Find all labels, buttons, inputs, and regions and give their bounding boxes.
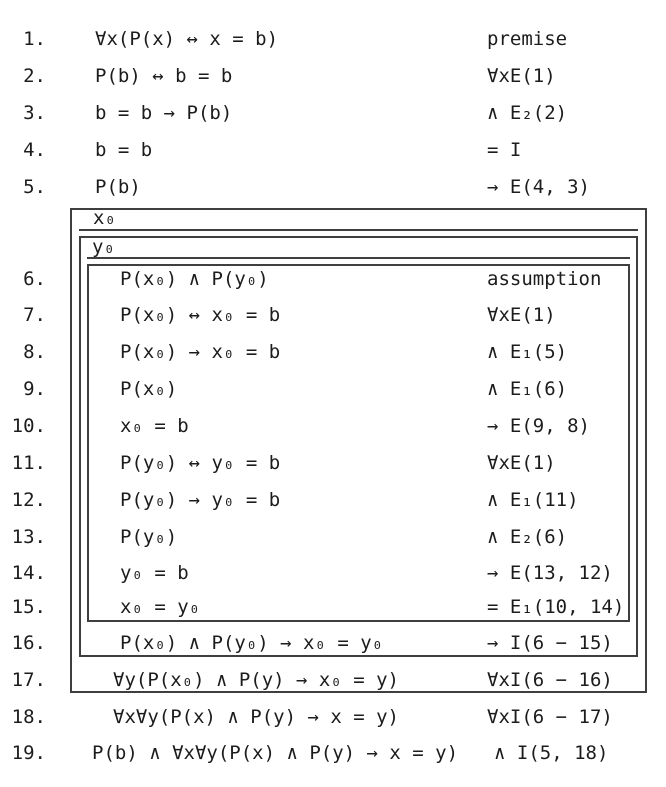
line-formula: b = b → P(b) [95, 102, 233, 124]
line-number: 15. [11, 596, 46, 618]
line-formula: P(x₀) → x₀ = b [120, 341, 281, 363]
line-number: 1. [23, 28, 46, 50]
line-formula: y₀ = b [120, 562, 189, 584]
proof-line-6 [0, 266, 666, 292]
line-justification: ∧ E₁(6) [487, 378, 568, 400]
line-formula: x₀ = b [120, 415, 189, 437]
flag-variable-y0 [87, 237, 630, 259]
line-justification: = E₁(10, 14) [487, 596, 625, 618]
line-number: 3. [23, 102, 46, 124]
line-justification: = I [487, 139, 522, 161]
proof-line-8 [0, 339, 666, 365]
line-number: 11. [11, 452, 46, 474]
line-number: 9. [23, 378, 46, 400]
line-formula: P(y₀) → y₀ = b [120, 489, 281, 511]
proof-line-12 [0, 487, 666, 513]
line-justification: ∧ E₁(11) [487, 489, 579, 511]
proof-line-2 [0, 63, 666, 89]
line-number: 12. [11, 489, 46, 511]
line-number: 6. [23, 268, 46, 290]
proof-line-19 [0, 740, 666, 766]
line-formula: P(x₀) [120, 378, 178, 400]
proof-line-10 [0, 413, 666, 439]
proof-line-1 [0, 26, 666, 52]
line-justification: ∀xE(1) [487, 304, 556, 326]
proof-line-4 [0, 137, 666, 163]
line-number: 18. [11, 706, 46, 728]
proof-line-17 [0, 667, 666, 693]
line-justification: ∧ E₂(2) [487, 102, 568, 124]
proof-line-15 [0, 594, 666, 620]
line-justification: → E(4, 3) [487, 176, 590, 198]
line-number: 19. [11, 742, 46, 764]
line-justification: → E(13, 12) [487, 562, 613, 584]
line-formula: P(y₀) ↔ y₀ = b [120, 452, 281, 474]
line-number: 7. [23, 304, 46, 326]
flag-x0-label: x₀ [93, 207, 116, 229]
proof-line-16 [0, 630, 666, 656]
line-formula: P(b) [95, 176, 141, 198]
proof-line-18 [0, 704, 666, 730]
line-formula: P(x₀) ↔ x₀ = b [120, 304, 281, 326]
line-justification: ∧ I(5, 18) [494, 742, 609, 764]
line-formula: ∀y(P(x₀) ∧ P(y) → x₀ = y) [113, 669, 399, 691]
line-formula: b = b [95, 139, 153, 161]
line-formula: ∀x(P(x) ↔ x = b) [95, 28, 279, 50]
proof-line-11 [0, 450, 666, 476]
proof-line-5 [0, 174, 666, 200]
line-justification: ∧ E₁(5) [487, 341, 568, 363]
flag-y0-label: y₀ [92, 236, 115, 258]
line-justification: ∀xE(1) [487, 452, 556, 474]
line-justification: ∀xE(1) [487, 65, 556, 87]
proof-line-14 [0, 560, 666, 586]
line-justification: ∀xI(6 − 16) [487, 669, 613, 691]
line-justification: → E(9, 8) [487, 415, 590, 437]
line-number: 17. [11, 669, 46, 691]
line-number: 2. [23, 65, 46, 87]
flag-variable-x0 [79, 207, 638, 231]
line-justification: premise [487, 28, 568, 50]
proof-line-7 [0, 302, 666, 328]
line-formula: P(x₀) ∧ P(y₀) → x₀ = y₀ [120, 632, 384, 654]
line-number: 5. [23, 176, 46, 198]
proof-line-9 [0, 376, 666, 402]
proof-line-13 [0, 524, 666, 550]
line-formula: P(y₀) [120, 526, 178, 548]
line-justification: → I(6 − 15) [487, 632, 613, 654]
line-formula: P(b) ↔ b = b [95, 65, 233, 87]
line-formula: ∀x∀y(P(x) ∧ P(y) → x = y) [113, 706, 399, 728]
line-justification: ∀xI(6 − 17) [487, 706, 613, 728]
line-formula: x₀ = y₀ [120, 596, 201, 618]
line-justification: assumption [487, 268, 602, 290]
line-number: 13. [11, 526, 46, 548]
line-number: 8. [23, 341, 46, 363]
line-formula: P(x₀) ∧ P(y₀) [120, 268, 269, 290]
line-number: 4. [23, 139, 46, 161]
line-number: 16. [11, 632, 46, 654]
proof-line-3 [0, 100, 666, 126]
line-justification: ∧ E₂(6) [487, 526, 568, 548]
line-formula: P(b) ∧ ∀x∀y(P(x) ∧ P(y) → x = y) [92, 742, 459, 764]
line-number: 14. [11, 562, 46, 584]
line-number: 10. [11, 415, 46, 437]
